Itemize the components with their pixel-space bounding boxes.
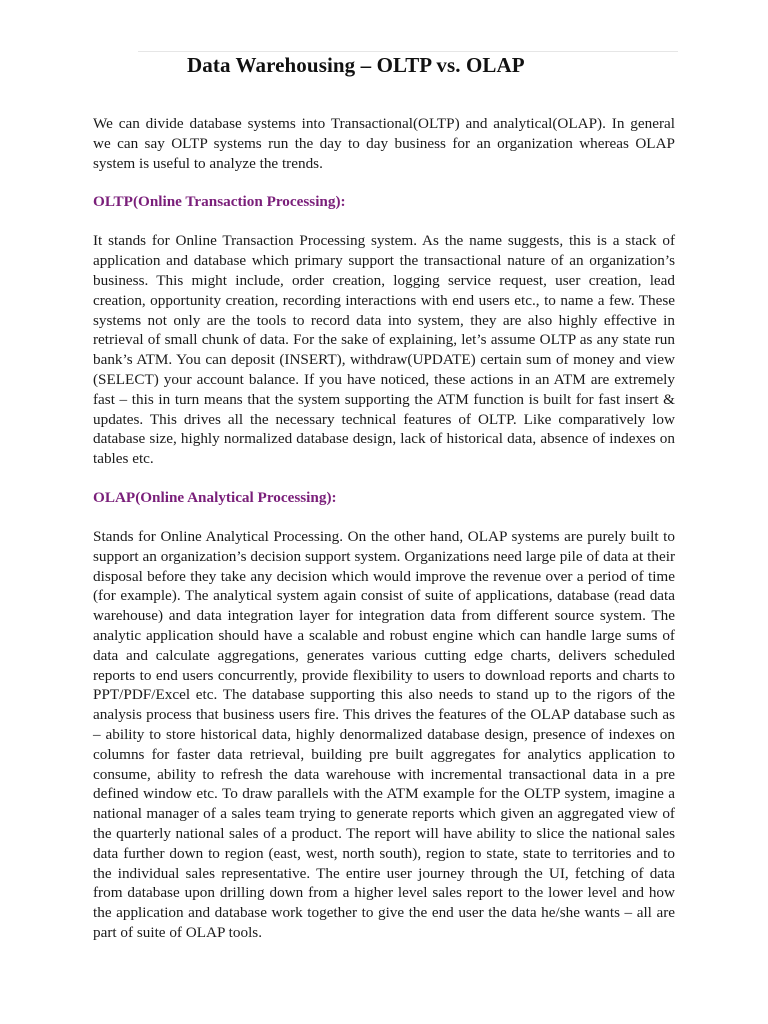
oltp-paragraph: It stands for Online Transaction Processing system. As the name suggests, this is a stack of application and database which primary support the transactional nature of an organization’s business. This might include, order creation, logging service request, user creation, lead creation, opportunity creation, recording interactions with end users etc., to name a few. These systems not only are the tools to record data into system, they are also highly effective in retrieval of small chunk of data. For the sake of explaining, let’s assume OLTP as any state run bank’s ATM. You can deposit (INSERT), withdraw(UPDATE) certain sum of money and view (SELECT) your account balance. If you have noticed, these actions in an ATM are extremely fast – this in turn means that the system supporting the ATM function is built for fast insert & updates. This drives all the necessary technical features of OLTP. Like comparatively low database size, highly normalized database design, lack of historical data, absence of indexes on tables etc. bbox=[93, 232, 675, 468]
document-title: Data Warehousing – OLTP vs. OLAP bbox=[187, 53, 525, 77]
intro-paragraph: We can divide database systems into Transactional(OLTP) and analytical(OLAP). In general we can say OLTP systems run the day to day business for an organization whereas OLAP system is useful to analyze the trends. bbox=[93, 115, 675, 172]
document-body bbox=[93, 114, 675, 943]
oltp-heading: OLTP(Online Transaction Processing): bbox=[93, 193, 346, 211]
olap-heading: OLAP(Online Analytical Processing): bbox=[93, 488, 337, 506]
olap-paragraph: Stands for Online Analytical Processing. On the other hand, OLAP systems are purely built to support an organization’s decision support system. Organizations need large pile of data at their disposal before they take any decision which would improve the revenue over a period of time (for example). The analytical system again consist of suite of applications, database (read data warehouse) and data integration layer for integration data from different source system. The analytic application should have a scalable and robust engine which can handle large sums of data and calculate aggregations, generates various cutting edge charts, delivers scheduled reports to end users concurrently, provide flexibility to users to download reports and charts to PPT/PDF/Excel etc. The database supporting this also needs to stand up to the rigors of the analysis process that business users fire. This drives the features of the OLAP database such as – ability to store historical data, highly denormalized database design, presence of indexes on columns for faster data retrieval, building pre built aggregates for analytics application to consume, ability to refresh the data warehouse with incremental transactional data in a pre defined window etc. To draw parallels with the ATM example for the OLTP system, imagine a national manager of a sales team trying to generate reports which given an aggregated view of the quarterly national sales of a product. The report will have ability to slice the national sales data further down to region (east, west, north south), region to state, state to territories and to the individual sales representative. The entire user journey through the UI, fetching of data from database upon drilling down from a higher level sales report to the lower level and how the application and database work together to give the end user the data he/she wants – all are part of suite of OLAP tools. bbox=[93, 527, 675, 941]
